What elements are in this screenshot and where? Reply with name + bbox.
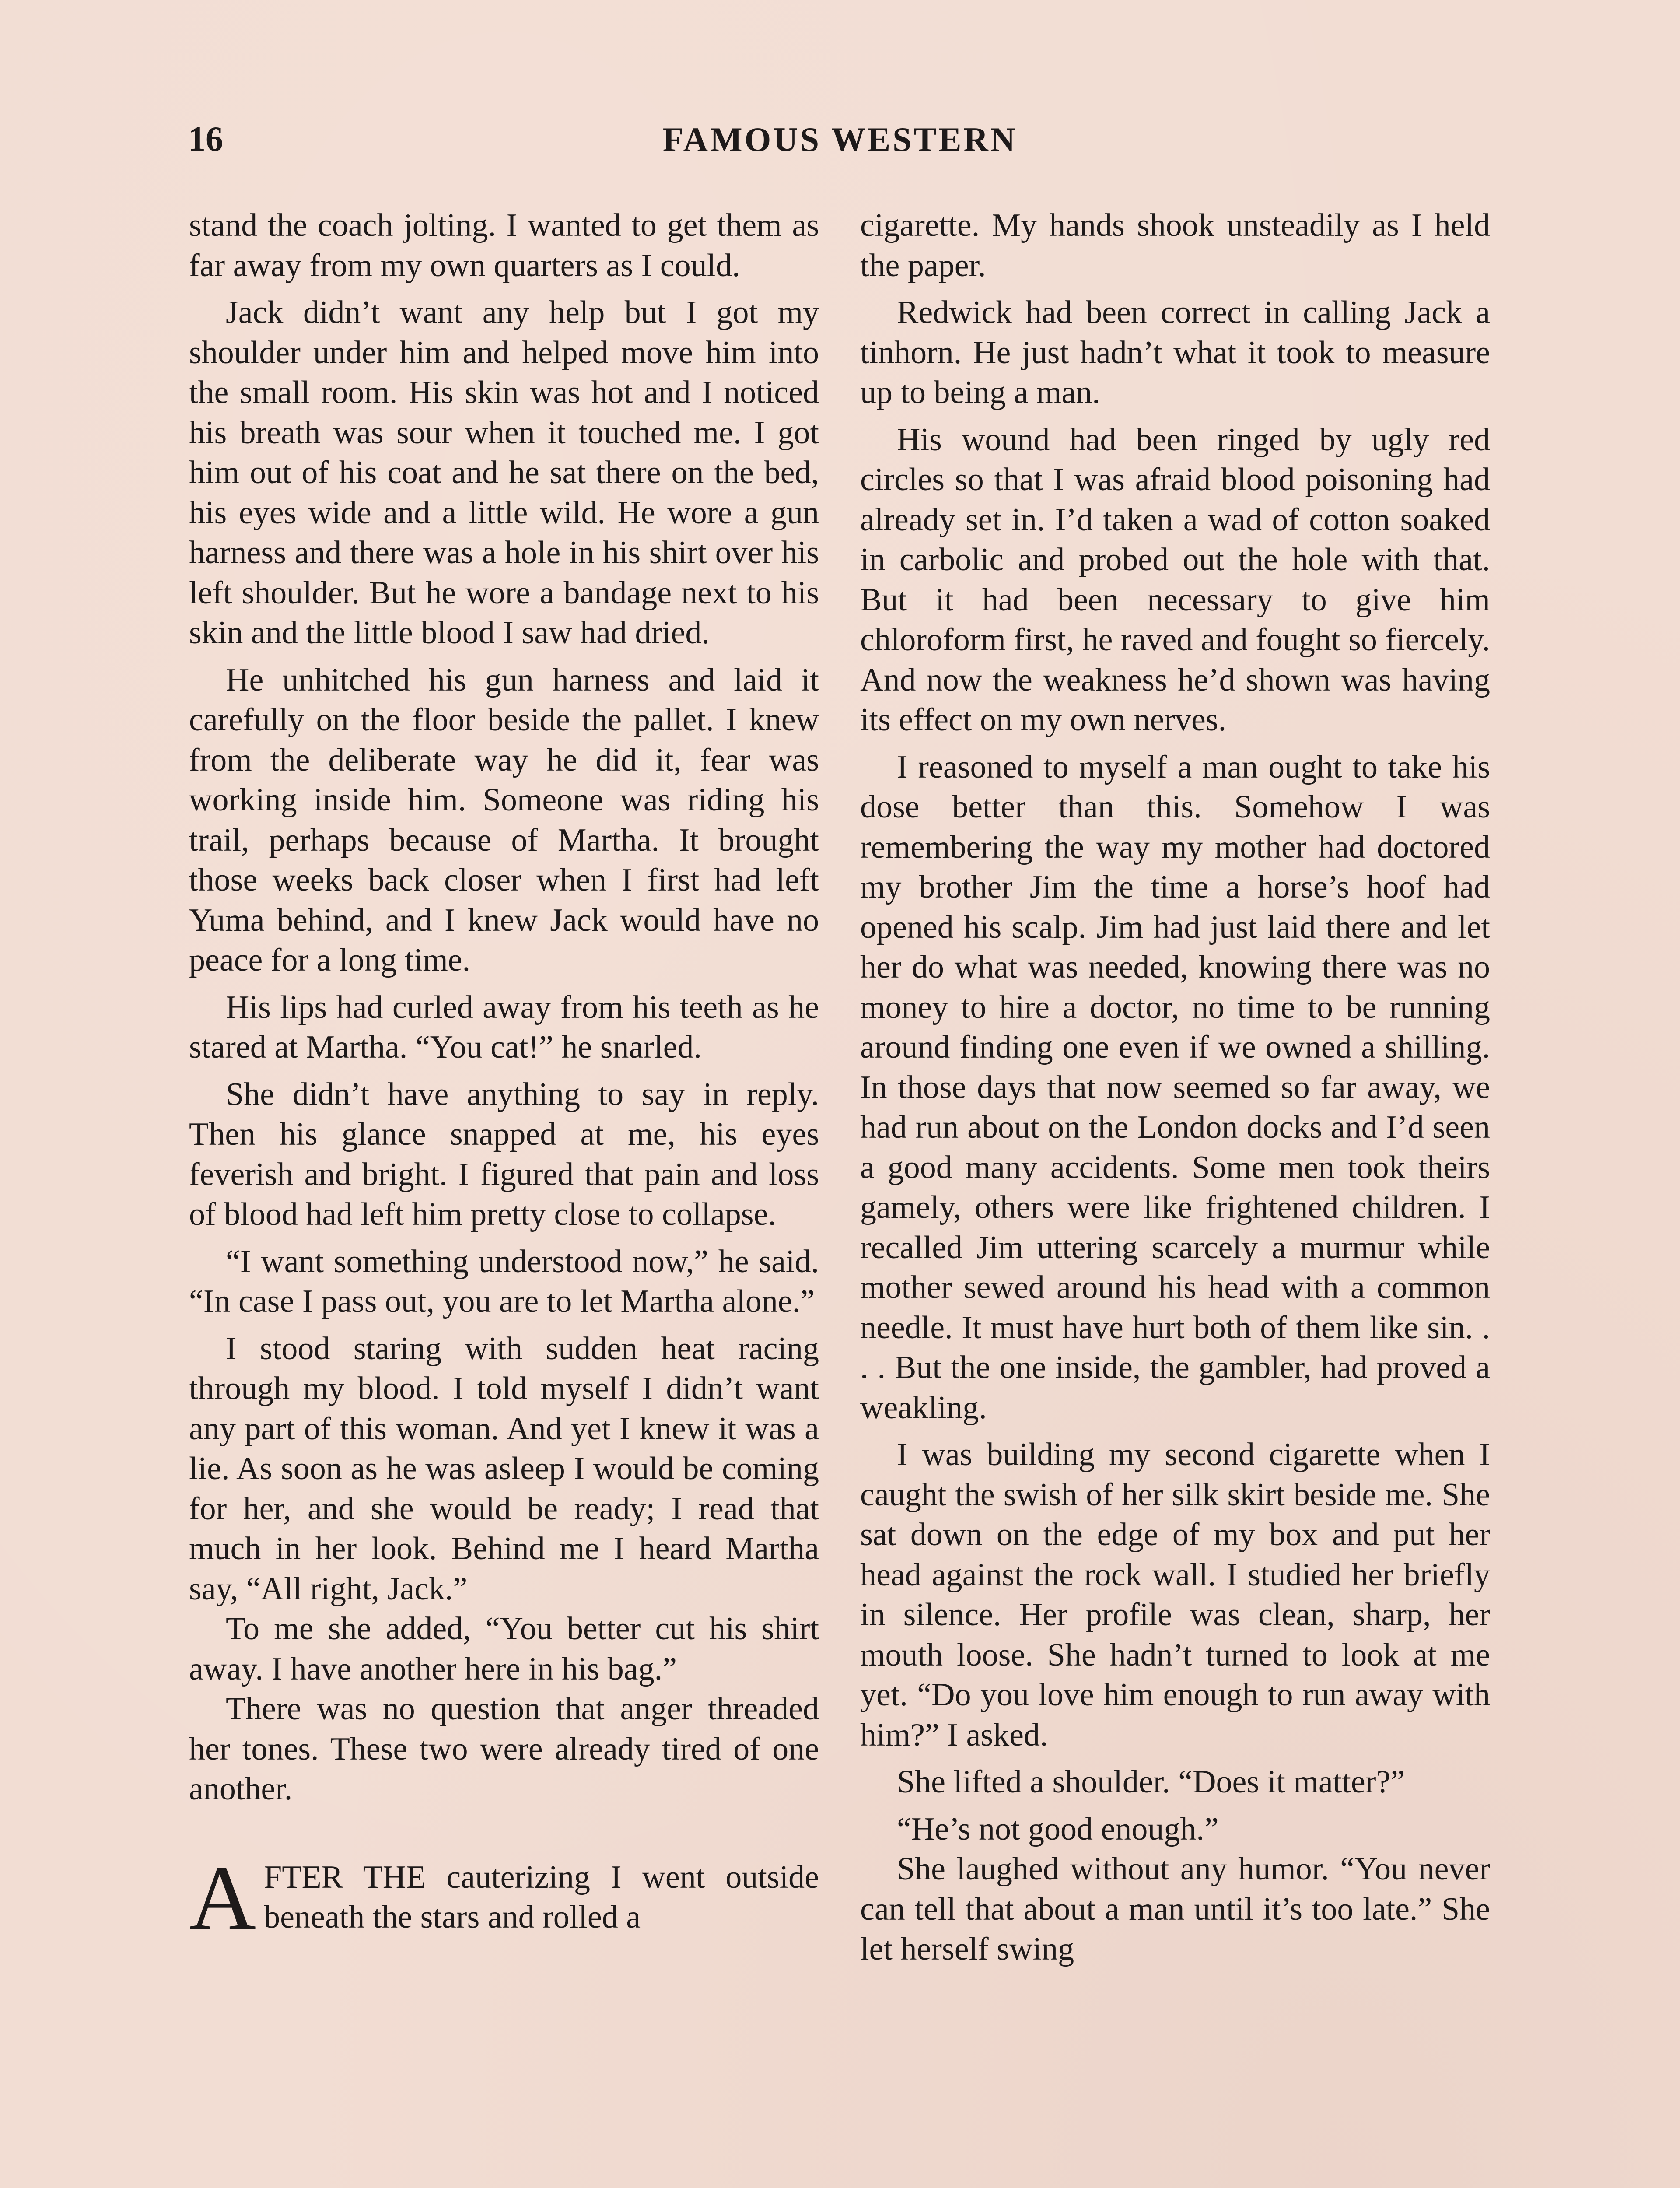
paragraph: His lips had curled away from his teeth as he stared at Martha. “You cat!” he snarled. (189, 989, 819, 1065)
paragraph: His wound had been ringed by ugly red circles so that I was afraid blood poisoning had already set in. I’d taken a wad of cotton soaked in carbolic and probed out the hole with that. But it had been necessary to give him chloroform first, he raved and fought so fiercely. And now the weakness he’d shown was having its effect on my own nerves. (860, 421, 1490, 738)
paragraph: Jack didn’t want any help but I got my shoulder under him and helped move him into the small room. His skin was hot and I noticed his breath was sour when it touched me. I got him out of his coat and he sat there on the bed, his eyes wide and a little wild. He wore a gun harness and there was a hole in his shirt over his left shoulder. But he wore a bandage next to his skin and the little blood I saw had dried. (189, 295, 819, 651)
paragraph: He unhitched his gun harness and laid it carefully on the floor beside the pallet. I knew from the deliberate way he did it, fear was working inside him. Someone was riding his trail, perhaps because of Martha. It brought those weeks back closer when I first had left Yuma behind, and I knew Jack would have no peace for a long time. (189, 662, 819, 978)
paragraph: To me she added, “You better cut his shirt away. I have another here in his bag.” (189, 1611, 819, 1687)
paragraph: She didn’t have anything to say in reply. Then his glance snapped at me, his eyes feverish and bright. I figured that pain and loss of blood had left him pretty close to collapse. (189, 1076, 819, 1232)
paragraph: “I want something understood now,” he said. “In case I pass out, you are to let Martha alone.” (189, 1243, 819, 1319)
paragraph-text: FTER THE cauterizing I went outside beneath the stars and rolled a (264, 1859, 819, 1935)
paragraph: “He’s not good enough.” (897, 1811, 1219, 1847)
right-column (860, 206, 1490, 1970)
paragraph: She laughed without any humor. “You never can tell that about a man until it’s too late.” She let herself swing (860, 1851, 1490, 1967)
left-column (189, 206, 819, 1949)
paragraph: Redwick had been correct in calling Jack a tinhorn. He just hadn’t what it took to measure up to being a man. (860, 295, 1490, 410)
paragraph: She lifted a shoulder. “Does it matter?” (897, 1764, 1405, 1800)
paragraph: cigarette. My hands shook unsteadily as I held the paper. (860, 207, 1490, 284)
paragraph: I reasoned to myself a man ought to take his dose better than this. Somehow I was remembering the way my mother had doctored my brother Jim the time a horse’s hoof had opened his scalp. Jim had just laid there and let her do what was needed, knowing there was no money to hire a doctor, no time to be running around finding one even if we owned a shilling. In those days that now seemed so far away, we had run about on the London docks and I’d seen a good many accidents. Some men took theirs gamely, others were like frightened children. I recalled Jim uttering scarcely a murmur while mother sewed around his head with a common needle. It must have hurt both of them like sin. . . . But the one inside, the gambler, had proved a weakling. (860, 749, 1490, 1426)
section-opening-paragraph (189, 1846, 819, 1949)
paragraph: I stood staring with sudden heat racing through my blood. I told myself I didn’t want any part of this woman. And yet I knew it was a lie. As soon as he was asleep I would be coming for her, and she would be ready; I read that much in her look. Behind me I heard Martha say, “All right, Jack.” (189, 1330, 819, 1607)
paragraph: stand the coach jolting. I wanted to get them as far away from my own quarters as I could. (189, 207, 819, 284)
paragraph: There was no question that anger threaded her tones. These two were already tired of one another. (189, 1691, 819, 1807)
drop-cap: A (189, 1846, 256, 1949)
paragraph: I was building my second cigarette when I caught the swish of her silk skirt beside me. She sat down on the edge of my box and put her head against the rock wall. I studied her briefly in silence. Her profile was clean, sharp, her mouth loose. She hadn’t turned to look at me yet. “Do you love him enough to run away with him?” I asked. (860, 1437, 1490, 1753)
page-number: 16 (188, 120, 223, 158)
running-title: FAMOUS WESTERN (662, 120, 1018, 158)
